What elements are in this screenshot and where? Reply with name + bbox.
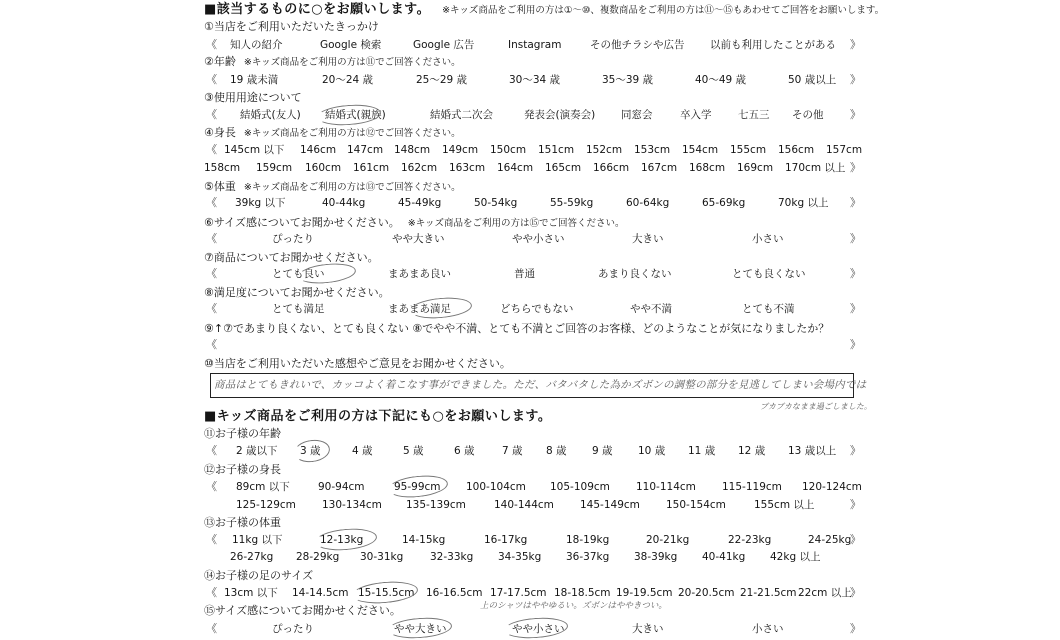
q12-option[interactable]: 115-119cm bbox=[722, 481, 782, 493]
q3-label: ③使用用途について bbox=[204, 91, 302, 104]
q5-option[interactable]: 39kg 以下 bbox=[235, 197, 286, 209]
q8-option[interactable]: まあまあ満足 bbox=[388, 303, 451, 315]
handwritten-circle-mark bbox=[409, 295, 473, 320]
q3-option[interactable]: 結婚式(親族) bbox=[325, 109, 386, 121]
q3-option[interactable]: 結婚式二次会 bbox=[430, 109, 493, 121]
q12-option[interactable]: 145-149cm bbox=[580, 499, 640, 511]
q12-option[interactable]: 130-134cm bbox=[322, 499, 382, 511]
bracket-close: 》 bbox=[850, 38, 861, 51]
q12-option[interactable]: 135-139cm bbox=[406, 499, 466, 511]
bracket-close: 》 bbox=[850, 498, 861, 511]
q15-option[interactable]: やや大きい bbox=[394, 623, 447, 635]
q13-option[interactable]: 14-15kg bbox=[402, 534, 446, 546]
q14-option[interactable]: 20-20.5cm bbox=[678, 587, 735, 599]
q1-option[interactable]: Google 検索 bbox=[320, 39, 382, 51]
q3-option[interactable]: その他 bbox=[792, 109, 824, 121]
bracket-close: 》 bbox=[850, 196, 861, 209]
q1-option[interactable]: Instagram bbox=[508, 39, 562, 51]
q4-option[interactable]: 161cm bbox=[353, 162, 390, 174]
q4-option[interactable]: 147cm bbox=[347, 144, 384, 156]
q4-option[interactable]: 164cm bbox=[497, 162, 534, 174]
q7-option[interactable]: あまり良くない bbox=[598, 268, 672, 280]
q14-label: ⑭お子様の足のサイズ bbox=[204, 569, 314, 582]
q2-option[interactable]: 19 歳未満 bbox=[230, 74, 279, 86]
q13-option[interactable]: 40-41kg bbox=[702, 551, 746, 563]
q13-option[interactable]: 32-33kg bbox=[430, 551, 474, 563]
handwritten-circle-mark bbox=[316, 103, 381, 127]
handwritten-circle-mark bbox=[293, 438, 332, 465]
q11-option[interactable]: 2 歳以下 bbox=[236, 445, 278, 457]
q3-option[interactable]: 同窓会 bbox=[621, 109, 653, 121]
q3-option[interactable]: 七五三 bbox=[738, 109, 770, 121]
q13-option[interactable]: 12-13kg bbox=[320, 534, 364, 546]
q1-option[interactable]: その他チラシや広告 bbox=[590, 39, 685, 51]
q8-option[interactable]: やや不満 bbox=[630, 303, 672, 315]
q11-option[interactable]: 10 歳 bbox=[638, 445, 666, 457]
q3-option[interactable]: 卒入学 bbox=[680, 109, 712, 121]
q14-option[interactable]: 22cm 以上 bbox=[798, 587, 852, 599]
bracket-open: 《 bbox=[206, 143, 217, 156]
q11-option[interactable]: 6 歳 bbox=[454, 445, 475, 457]
q13-option[interactable]: 38-39kg bbox=[634, 551, 678, 563]
q12-label: ⑫お子様の身長 bbox=[204, 463, 281, 476]
bracket-close: 》 bbox=[850, 586, 861, 599]
q9-label: ⑨↑⑦であまり良くない、とても良くない ⑧でやや不満、とても不満とご回答のお客様、どのようなことが気になりましたか？ bbox=[204, 322, 830, 335]
q12-option[interactable]: 90-94cm bbox=[318, 481, 365, 493]
bracket-close: 》 bbox=[850, 622, 861, 635]
q4-option[interactable]: 158cm bbox=[204, 162, 241, 174]
bracket-close: 》 bbox=[850, 533, 861, 546]
q15-option[interactable]: 大きい bbox=[632, 623, 664, 635]
question-label: ⑤体重 bbox=[204, 180, 236, 193]
bracket-open: 《 bbox=[206, 302, 217, 315]
q4-option[interactable]: 167cm bbox=[641, 162, 678, 174]
q4-option[interactable]: 150cm bbox=[490, 144, 527, 156]
q14-option[interactable]: 21-21.5cm bbox=[740, 587, 797, 599]
handwritten-comment: 商品はとてもきれいで、カッコよく着こなす事ができました。ただ、バタバタした為かズボンの調整の部分を見逃してしまい会場内では bbox=[214, 379, 867, 391]
q12-option[interactable]: 89cm 以下 bbox=[236, 481, 290, 493]
bracket-open: 《 bbox=[206, 73, 217, 86]
bracket-close: 》 bbox=[850, 444, 861, 457]
q12-option[interactable]: 105-109cm bbox=[550, 481, 610, 493]
q12-option[interactable]: 95-99cm bbox=[394, 481, 441, 493]
q12-option[interactable]: 140-144cm bbox=[494, 499, 554, 511]
q14-option[interactable]: 16-16.5cm bbox=[426, 587, 483, 599]
handwritten-circle-mark bbox=[297, 261, 357, 286]
q5-option[interactable]: 60-64kg bbox=[626, 197, 670, 209]
q15-option[interactable]: ぴったり bbox=[272, 623, 314, 635]
handwritten-circle-mark bbox=[503, 616, 568, 640]
q4-option[interactable]: 166cm bbox=[593, 162, 630, 174]
q8-option[interactable]: とても不満 bbox=[742, 303, 795, 315]
q4-option[interactable]: 149cm bbox=[442, 144, 479, 156]
section-header-note: ※キッズ商品をご利用の方は①〜⑩、複数商品をご利用の方は⑪〜⑮もあわせてご回答をお願いします。 bbox=[442, 5, 885, 16]
q11-option[interactable]: 7 歳 bbox=[502, 445, 523, 457]
q4-option[interactable]: 151cm bbox=[538, 144, 575, 156]
q13-option[interactable]: 26-27kg bbox=[230, 551, 274, 563]
q11-option[interactable]: 13 歳以上 bbox=[788, 445, 837, 457]
q13-option[interactable]: 20-21kg bbox=[646, 534, 690, 546]
q6-option[interactable]: やや大きい bbox=[392, 233, 445, 245]
section-header-kids: ■キッズ商品をご利用の方は下記にも○をお願いします。 bbox=[204, 409, 552, 424]
q4-option[interactable]: 162cm bbox=[401, 162, 438, 174]
question-label: ②年齢 bbox=[204, 55, 236, 68]
bracket-open: 《 bbox=[206, 480, 217, 493]
q12-option[interactable]: 125-129cm bbox=[236, 499, 296, 511]
q2-option[interactable]: 35〜39 歳 bbox=[602, 74, 654, 86]
q4-label bbox=[204, 127, 461, 139]
bracket-close: 》 bbox=[850, 108, 861, 121]
bracket-open: 《 bbox=[206, 267, 217, 280]
q10-label: ⑩当店をご利用いただいた感想やご意見をお聞かせください。 bbox=[204, 357, 511, 370]
bracket-open: 《 bbox=[206, 38, 217, 51]
handwritten-circle-mark bbox=[314, 526, 378, 552]
bracket-open: 《 bbox=[206, 622, 217, 635]
q12-option[interactable]: 150-154cm bbox=[666, 499, 726, 511]
q11-option[interactable]: 9 歳 bbox=[592, 445, 613, 457]
q8-option[interactable]: どちらでもない bbox=[500, 303, 574, 315]
q15-option[interactable]: 小さい bbox=[752, 623, 784, 635]
q14-option[interactable]: 17-17.5cm bbox=[490, 587, 547, 599]
question-label: ④身長 bbox=[204, 126, 236, 139]
question-note: ※キッズ商品をご利用の方は⑬でご回答ください。 bbox=[243, 182, 461, 193]
q4-option[interactable]: 159cm bbox=[256, 162, 293, 174]
q13-option[interactable]: 24-25kg bbox=[808, 534, 852, 546]
bracket-open: 《 bbox=[206, 586, 217, 599]
q7-option[interactable]: とても良くない bbox=[732, 268, 806, 280]
q13-option[interactable]: 34-35kg bbox=[498, 551, 542, 563]
bracket-open: 《 bbox=[206, 444, 217, 457]
q11-option[interactable]: 8 歳 bbox=[546, 445, 567, 457]
handwritten-note: 上のシャツはややゆるい。ズボンはややきつい。 bbox=[480, 601, 667, 611]
q2-option[interactable]: 50 歳以上 bbox=[788, 74, 837, 86]
q3-option[interactable]: 結婚式(友人) bbox=[240, 109, 301, 121]
q13-option[interactable]: 36-37kg bbox=[566, 551, 610, 563]
bracket-open: 《 bbox=[206, 338, 217, 351]
q12-option[interactable]: 155cm 以上 bbox=[754, 499, 815, 511]
bracket-close: 》 bbox=[850, 232, 861, 245]
handwritten-circle-mark bbox=[387, 473, 449, 500]
q5-option[interactable]: 40-44kg bbox=[322, 197, 366, 209]
q7-label: ⑦商品についてお聞かせください。 bbox=[204, 251, 379, 264]
q4-option[interactable]: 146cm bbox=[300, 144, 337, 156]
question-label: ⑥サイズ感についてお聞かせください。 bbox=[204, 216, 400, 229]
q11-option[interactable]: 5 歳 bbox=[403, 445, 424, 457]
q1-option[interactable]: 以前も利用したことがある bbox=[710, 39, 836, 51]
q4-option[interactable]: 145cm 以下 bbox=[224, 144, 285, 156]
q3-option[interactable]: 発表会(演奏会) bbox=[524, 109, 596, 121]
q5-option[interactable]: 45-49kg bbox=[398, 197, 442, 209]
bracket-open: 《 bbox=[206, 196, 217, 209]
bracket-open: 《 bbox=[206, 108, 217, 121]
q11-label: ⑪お子様の年齢 bbox=[204, 427, 281, 440]
q2-option[interactable]: 30〜34 歳 bbox=[509, 74, 561, 86]
q11-option[interactable]: 3 歳 bbox=[300, 445, 321, 457]
bracket-close: 》 bbox=[850, 338, 861, 351]
q2-label bbox=[204, 56, 461, 68]
q13-option[interactable]: 11kg 以下 bbox=[232, 534, 283, 546]
q1-label: ①当店をご利用いただいたきっかけ bbox=[204, 20, 379, 33]
q4-option[interactable]: 170cm 以上 bbox=[785, 162, 846, 174]
q4-option[interactable]: 157cm bbox=[826, 144, 863, 156]
q13-option[interactable]: 16-17kg bbox=[484, 534, 528, 546]
q13-option[interactable]: 30-31kg bbox=[360, 551, 404, 563]
q2-option[interactable]: 20〜24 歳 bbox=[322, 74, 374, 86]
handwritten-circle-mark bbox=[351, 579, 419, 606]
q14-option[interactable]: 18-18.5cm bbox=[554, 587, 611, 599]
q5-option[interactable]: 50-54kg bbox=[474, 197, 518, 209]
q13-option[interactable]: 42kg 以上 bbox=[770, 551, 821, 563]
q5-label bbox=[204, 181, 461, 193]
q4-option[interactable]: 165cm bbox=[545, 162, 582, 174]
q13-label: ⑬お子様の体重 bbox=[204, 516, 281, 529]
q2-option[interactable]: 25〜29 歳 bbox=[416, 74, 468, 86]
q4-option[interactable]: 160cm bbox=[305, 162, 342, 174]
q12-option[interactable]: 110-114cm bbox=[636, 481, 696, 493]
q8-label: ⑧満足度についてお聞かせください。 bbox=[204, 286, 390, 299]
q11-option[interactable]: 12 歳 bbox=[738, 445, 766, 457]
q14-option[interactable]: 13cm 以下 bbox=[224, 587, 278, 599]
q13-option[interactable]: 18-19kg bbox=[566, 534, 610, 546]
q1-option[interactable]: 知人の紹介 bbox=[230, 39, 283, 51]
q4-option[interactable]: 163cm bbox=[449, 162, 486, 174]
q12-option[interactable]: 120-124cm bbox=[802, 481, 862, 493]
q6-option[interactable]: 小さい bbox=[752, 233, 784, 245]
q14-option[interactable]: 19-19.5cm bbox=[616, 587, 673, 599]
q4-option[interactable]: 169cm bbox=[737, 162, 774, 174]
q7-option[interactable]: 普通 bbox=[514, 268, 535, 280]
q6-label bbox=[204, 217, 625, 229]
bracket-open: 《 bbox=[206, 232, 217, 245]
q1-option[interactable]: Google 広告 bbox=[413, 39, 475, 51]
q14-option[interactable]: 14-14.5cm bbox=[292, 587, 349, 599]
q11-option[interactable]: 4 歳 bbox=[352, 445, 373, 457]
q11-option[interactable]: 11 歳 bbox=[688, 445, 716, 457]
section-header-title: ■該当するものに○をお願いします。 bbox=[204, 2, 431, 17]
question-note: ※キッズ商品をご利用の方は⑮でご回答ください。 bbox=[407, 218, 625, 229]
bracket-close: 》 bbox=[850, 161, 861, 174]
q5-option[interactable]: 55-59kg bbox=[550, 197, 594, 209]
q4-option[interactable]: 155cm bbox=[730, 144, 767, 156]
q13-option[interactable]: 28-29kg bbox=[296, 551, 340, 563]
bracket-close: 》 bbox=[850, 267, 861, 280]
bracket-open: 《 bbox=[206, 533, 217, 546]
q7-option[interactable]: まあまあ良い bbox=[388, 268, 451, 280]
bracket-close: 》 bbox=[850, 73, 861, 86]
q4-option[interactable]: 154cm bbox=[682, 144, 719, 156]
q6-option[interactable]: やや小さい bbox=[512, 233, 565, 245]
bracket-close: 》 bbox=[850, 302, 861, 315]
handwritten-circle-mark bbox=[387, 616, 452, 640]
q6-option[interactable]: 大きい bbox=[632, 233, 664, 245]
q6-option[interactable]: ぴったり bbox=[272, 233, 314, 245]
q4-option[interactable]: 152cm bbox=[586, 144, 623, 156]
handwritten-comment-overflow: ブカブカなまま過ごしました。 bbox=[760, 402, 872, 411]
q2-option[interactable]: 40〜49 歳 bbox=[695, 74, 747, 86]
q4-option[interactable]: 156cm bbox=[778, 144, 815, 156]
q5-option[interactable]: 70kg 以上 bbox=[778, 197, 829, 209]
q14-option[interactable]: 15-15.5cm bbox=[358, 587, 415, 599]
q12-option[interactable]: 100-104cm bbox=[466, 481, 526, 493]
q13-option[interactable]: 22-23kg bbox=[728, 534, 772, 546]
q4-option[interactable]: 168cm bbox=[689, 162, 726, 174]
question-note: ※キッズ商品をご利用の方は⑪でご回答ください。 bbox=[243, 57, 461, 68]
q5-option[interactable]: 65-69kg bbox=[702, 197, 746, 209]
q15-option[interactable]: やや小さい bbox=[512, 623, 565, 635]
q4-option[interactable]: 153cm bbox=[634, 144, 671, 156]
section-header-general bbox=[204, 3, 884, 16]
question-note: ※キッズ商品をご利用の方は⑫でご回答ください。 bbox=[243, 128, 461, 139]
q8-option[interactable]: とても満足 bbox=[272, 303, 325, 315]
q7-option[interactable]: とても良い bbox=[272, 268, 325, 280]
q4-option[interactable]: 148cm bbox=[394, 144, 431, 156]
q15-label: ⑮サイズ感についてお聞かせください。 bbox=[204, 604, 401, 617]
